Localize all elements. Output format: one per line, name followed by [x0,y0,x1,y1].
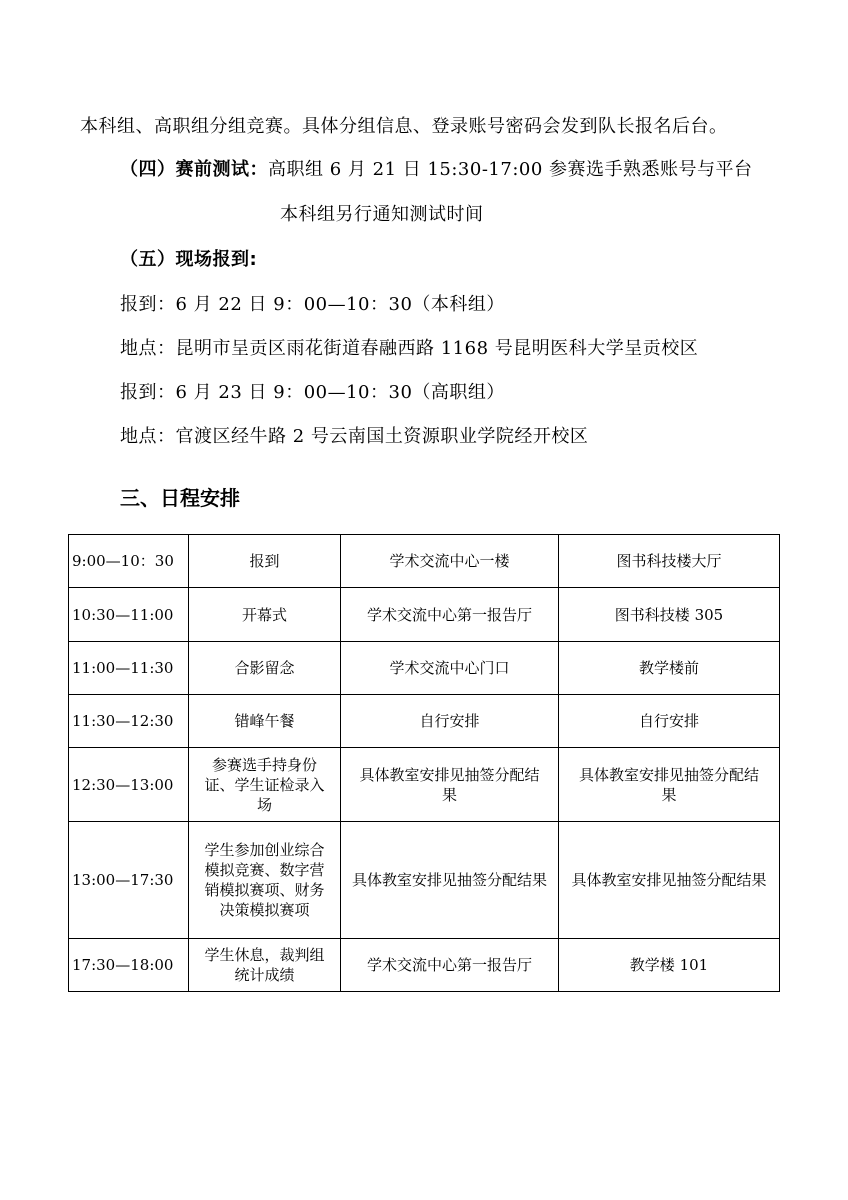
venue-b-cell: 具体教室安排见抽签分配结果 [559,822,780,939]
time-cell: 10:30—11:00 [69,588,189,642]
event-cell: 参赛选手持身份证、学生证检录入场 [189,748,341,822]
table-row [69,695,780,748]
time-cell: 13:00—17:30 [69,822,189,939]
pretest-label: （四）赛前测试： [120,159,268,180]
venue-a-cell: 学术交流中心第一报告厅 [341,939,559,992]
venue-a-cell: 学术交流中心门口 [341,642,559,695]
time-cell: 9:00—10：30 [69,535,189,588]
table-row [69,588,780,642]
pretest-text: 高职组 6 月 21 日 15:30-17:00 参赛选手熟悉账号与平台 [268,159,753,180]
checkin-place-undergrad: 地点：昆明市呈贡区雨花街道春融西路 1168 号昆明医科大学呈贡校区 [120,338,699,359]
venue-a-cell: 学术交流中心一楼 [341,535,559,588]
event-cell: 合影留念 [189,642,341,695]
table-row [69,939,780,992]
section-heading-schedule: 三、日程安排 [120,486,240,510]
event-cell: 学生参加创业综合模拟竞赛、数字营销模拟赛项、财务决策模拟赛项 [189,822,341,939]
venue-b-cell: 教学楼 101 [559,939,780,992]
time-cell: 11:00—11:30 [69,642,189,695]
venue-b-cell: 图书科技楼 305 [559,588,780,642]
venue-a-cell: 自行安排 [341,695,559,748]
event-cell: 学生休息，裁判组统计成绩 [189,939,341,992]
event-cell: 开幕式 [189,588,341,642]
paragraph-grouping: 本科组、高职组分组竞赛。具体分组信息、登录账号密码会发到队长报名后台。 [80,116,728,137]
schedule-table [68,534,780,992]
checkin-place-vocational: 地点：官渡区经牛路 2 号云南国土资源职业学院经开校区 [120,426,589,447]
checkin-label: （五）现场报到: [120,249,258,270]
venue-a-cell: 具体教室安排见抽签分配结果 [341,822,559,939]
venue-b-cell: 自行安排 [559,695,780,748]
venue-b-cell: 教学楼前 [559,642,780,695]
table-row [69,535,780,588]
venue-a-cell: 具体教室安排见抽签分配结果 [341,748,559,822]
venue-a-cell: 学术交流中心第一报告厅 [341,588,559,642]
event-cell: 错峰午餐 [189,695,341,748]
table-row [69,642,780,695]
table-row [69,748,780,822]
table-row [69,822,780,939]
checkin-time-undergrad: 报到：6 月 22 日 9：00—10：30（本科组） [120,294,505,315]
venue-b-cell: 具体教室安排见抽签分配结果 [559,748,780,822]
event-cell: 报到 [189,535,341,588]
pretest-text-2: 本科组另行通知测试时间 [280,204,484,225]
checkin-time-vocational: 报到：6 月 23 日 9：00—10：30（高职组） [120,382,505,403]
time-cell: 12:30—13:00 [69,748,189,822]
time-cell: 11:30—12:30 [69,695,189,748]
venue-b-cell: 图书科技楼大厅 [559,535,780,588]
pretest-paragraph [120,158,753,182]
time-cell: 17:30—18:00 [69,939,189,992]
